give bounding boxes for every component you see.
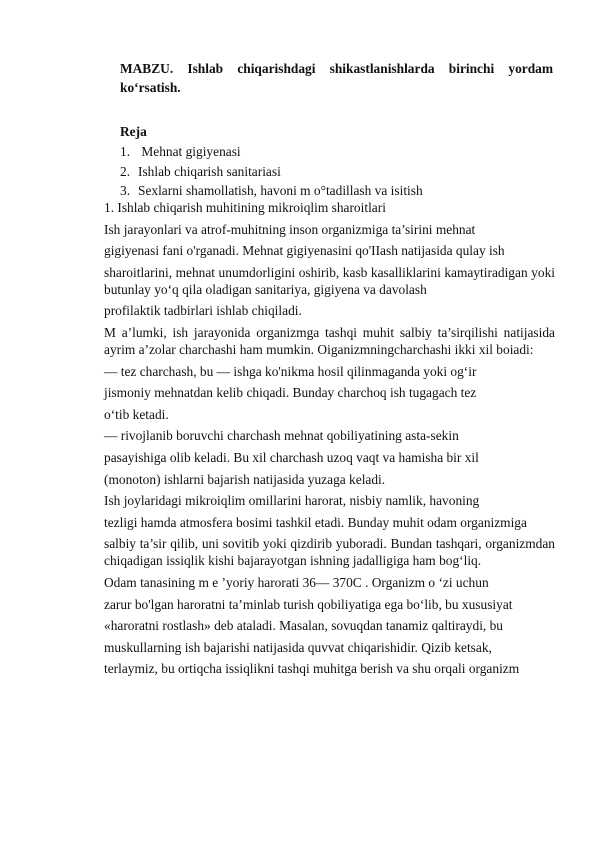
text-line: «haroratni rostlash» deb ataladi. Masalan, sovuqdan tanamiz qaltiraydi, bu bbox=[104, 618, 503, 634]
text-line: — tez charchash, bu — ishga ko'nikma hosil qilinmaganda yoki og‘ir bbox=[104, 363, 477, 379]
plan-list bbox=[120, 142, 423, 201]
text-line: gigiyenasi fani o'rganadi. Mehnat gigiyenasini qo'IIash natijasida qulay ish bbox=[104, 243, 505, 259]
document-title bbox=[120, 59, 553, 97]
text-line: Odam tanasining m e ’yoriy harorati 36— 370C . Organizm o ‘zi uchun bbox=[104, 574, 489, 590]
text-line: pasayishiga olib keladi. Bu xil charchash uzoq vaqt va hamisha bir xil bbox=[104, 449, 479, 465]
plan-heading: Reja bbox=[120, 124, 147, 139]
plan-item bbox=[120, 162, 423, 182]
text-line: terlaymiz, bu ortiqcha issiqlikni tashqi muhitga berish va shu orqali organizm bbox=[104, 661, 520, 677]
plan-item bbox=[120, 142, 423, 162]
text-line: o‘tib ketadi. bbox=[104, 406, 169, 422]
plan-item-number: 3. bbox=[120, 183, 131, 198]
title-line: MABZU. Ishlab chiqarishdagi shikastlanishlarda birinchi yordam bbox=[120, 61, 553, 76]
body-text bbox=[104, 197, 555, 680]
plan-item-number: 1. bbox=[120, 144, 131, 159]
section-heading: 1. Ishlab chiqarish muhitining mikroiqlim sharoitlari bbox=[104, 200, 386, 215]
text-line: Ish joylaridagi mikroiqlim omillarini harorat, nisbiy namlik, havoning bbox=[104, 493, 480, 509]
text-line: profilaktik tadbirlari ishlab chiqiladi. bbox=[104, 303, 302, 319]
text-line: muskullarning ish bajarishi natijasida quvvat chiqarishidir. Qizib ketsak, bbox=[104, 639, 492, 655]
text-paragraph: M a’lumki, ish jarayonida organizmga tashqi muhit salbiy ta’sirqilishi natijasida ayrim a’zolar charchashi ham mumkin. Oiganizmningcharchashi ikki xil boiadi: bbox=[104, 324, 555, 357]
plan-item-text: Sexlarni shamollatish, havoni m o°tadillash va isitish bbox=[138, 183, 423, 198]
text-line: (monoton) ishlarni bajarish natijasida yuzaga keladi. bbox=[104, 471, 386, 487]
plan-item-number: 2. bbox=[120, 163, 131, 179]
text-line: Ish jarayonlari va atrof-muhitning inson organizmiga ta’sirini mehnat bbox=[104, 221, 476, 237]
title-line: ko‘rsatish. bbox=[120, 80, 181, 95]
text-line: jismoniy mehnatdan kelib chiqadi. Bunday charchoq ish tugagach tez bbox=[104, 385, 477, 401]
plan-item-text: Ishlab chiqarish sanitariasi bbox=[138, 163, 281, 179]
text-paragraph: sharoitlarini, mehnat unumdorligini oshirib, kasb kasalliklarini kamaytiradigan yoki butunlay yo‘q qila oladigan sanitariya, gigiyena va davolash bbox=[104, 264, 555, 297]
plan-item-text: Mehnat gigiyenasi bbox=[138, 144, 241, 159]
text-paragraph: salbiy ta’sir qilib, uni sovitib yoki qizdirib yuboradi. Bundan tashqari, organizmdan chiqadigan issiqlik kishi bajarayotgan ishning jadalligiga ham bog‘liq. bbox=[104, 536, 555, 569]
text-line: — rivojlanib boruvchi charchash mehnat qobiliyatining asta-sekin bbox=[104, 428, 459, 444]
text-line: zarur bo'lgan haroratni ta’minlab turish qobiliyatiga ega bo‘lib, bu xususiyat bbox=[104, 596, 513, 612]
text-line: tezligi hamda atmosfera bosimi tashkil etadi. Bunday muhit odam organizmiga bbox=[104, 514, 527, 530]
